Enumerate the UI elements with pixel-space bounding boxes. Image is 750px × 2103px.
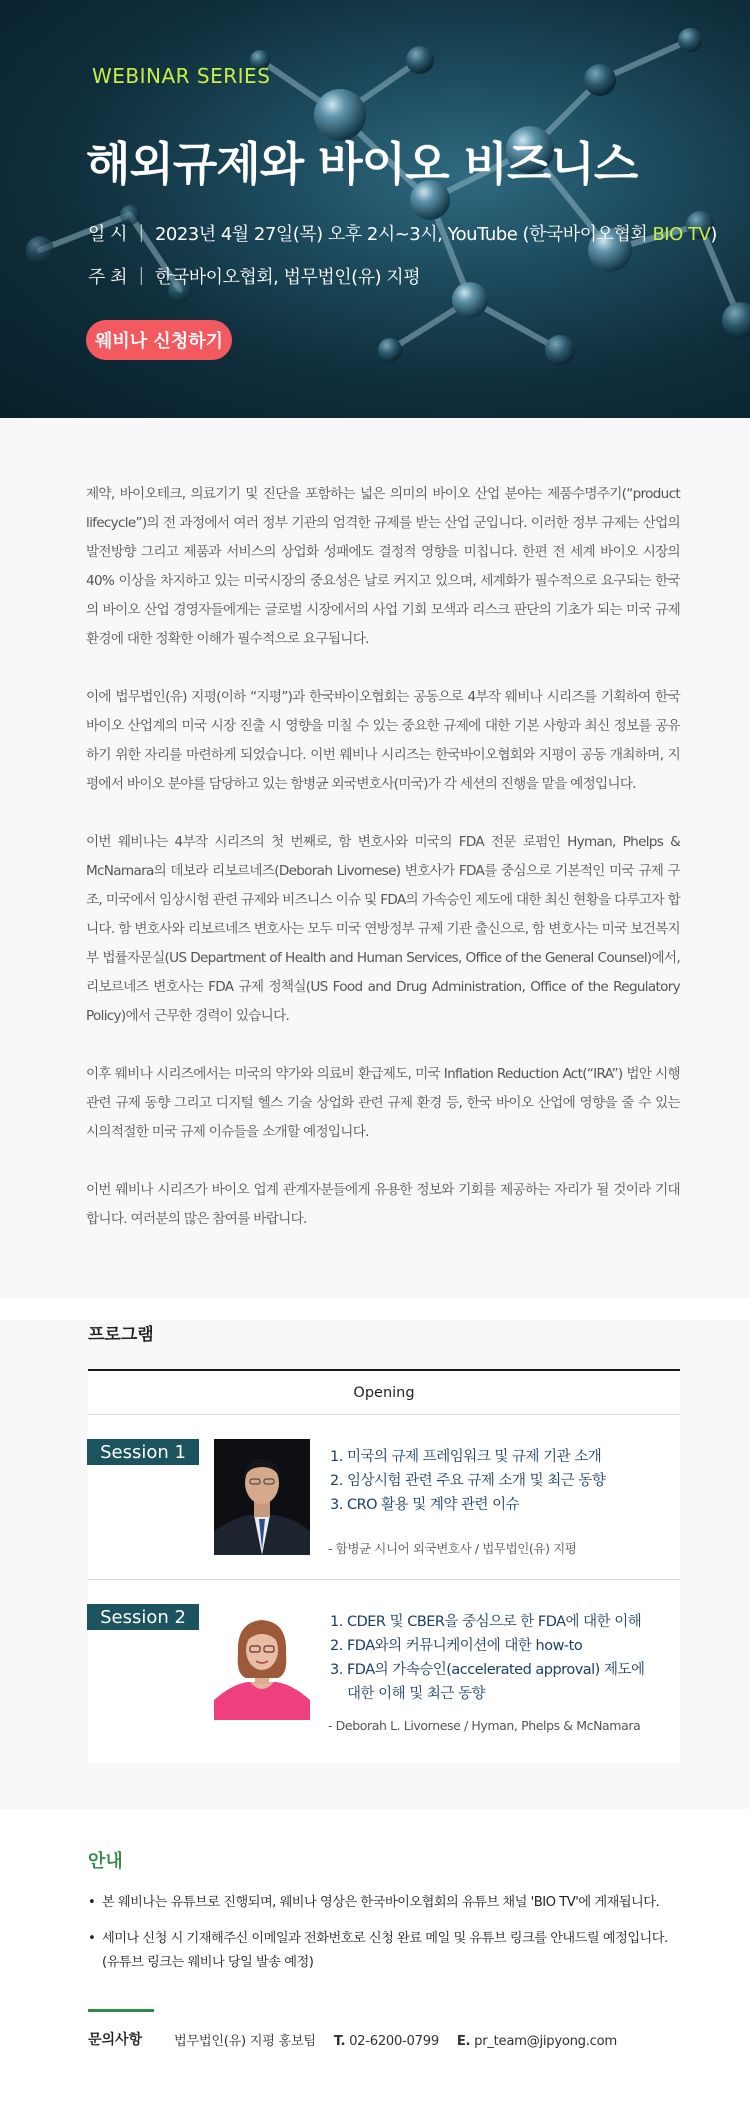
page-title: 해외규제와 바이오 비즈니스 — [86, 137, 638, 191]
program-table — [88, 1369, 680, 1763]
program-section — [0, 1320, 750, 1809]
intro-paragraph-4: 이후 웨비나 시리즈에서는 미국의 약가와 의료비 환급제도, 미국 Inflation Reduction Act(“IRA”) 법안 시행 관련 규제 동향 그리고 디지털 헬스 기술 상업화 관련 규제 환경 등, 한국 바이오 산업에 영향을 줄 수 있는 시의적절한 미국 규제 이슈들을 소개할 예정입니다. — [86, 1066, 680, 1140]
session-2-topic-1: 1. CDER 및 CBER을 중심으로 한 FDA에 대한 이해 — [330, 1614, 642, 1630]
contact-email-label: E. — [456, 2034, 471, 2049]
session-2-row — [88, 1580, 680, 1763]
speaker-2-photo — [214, 1604, 310, 1720]
session-1-topic-3: 3. CRO 활용 및 계약 관련 이슈 — [330, 1497, 520, 1513]
contact-label: 문의사항 — [88, 2032, 143, 2048]
session-1-topics — [330, 1445, 605, 1517]
notice-list — [88, 1891, 680, 1975]
notice-item-2: • 세미나 신청 시 기재해주신 이메일과 전화번호로 신청 완료 메일 및 유튜브 링크를 안내드릴 예정입니다. (유튜브 링크는 웨비나 당일 발송 예정) — [88, 1927, 680, 1975]
event-host-line: 주 최 ｜ 한국바이오협회, 법무법인(유) 지평 — [88, 267, 421, 288]
session-2-topics — [330, 1610, 644, 1706]
session-1-badge: Session 1 — [87, 1439, 199, 1465]
intro-section — [0, 418, 750, 1298]
hero-banner — [0, 0, 750, 418]
speaker-1-photo — [214, 1439, 310, 1555]
session-1-row — [88, 1415, 680, 1580]
notice-item-1: • 본 웨비나는 유튜브로 진행되며, 웨비나 영상은 한국바이오협회의 유튜브 채널 'BIO TV'에 게재됩니다. — [88, 1891, 680, 1915]
session-2-badge: Session 2 — [87, 1604, 199, 1630]
event-date-line — [88, 220, 717, 246]
opening-row: Opening — [88, 1371, 680, 1415]
program-container — [88, 1320, 680, 1763]
notice-section — [0, 1809, 750, 1975]
contact-org: 법무법인(유) 지평 홍보팀 — [174, 2034, 316, 2049]
intro-paragraph-2: 이에 법무법인(유) 지평(이하 “지평”)과 한국바이오협회는 공동으로 4부작 웨비나 시리즈를 기획하여 한국 바이오 산업계의 미국 시장 진출 시 영향을 미칠 수 있는 중요한 규제에 대한 기본 사항과 최신 정보를 공유하기 위한 자리를 마련하게 되었습니다. 이번 웨비나 시리즈는 한국바이오협회와 지평이 공동 개최하며, 지평에서 바이오 분야를 담당하고 있는 함병균 외국변호사(미국)가 각 세션의 진행을 맡을 예정입니다. — [86, 689, 680, 792]
session-1-topic-1: 1. 미국의 규제 프레임워크 및 규제 기관 소개 — [330, 1449, 602, 1465]
notice-heading: 안내 — [88, 1851, 123, 1872]
contact-email-link[interactable]: pr_team@jipyong.com — [474, 2034, 617, 2049]
session-1-speaker: - 함병균 시니어 외국변호사 / 법무법인(유) 지평 — [328, 1541, 577, 1556]
session-2-topic-3: 3. FDA의 가속승인(accelerated approval) 제도에 대한 이해 및 최근 동향 — [330, 1662, 645, 1702]
webinar-register-button[interactable]: 웨비나 신청하기 — [86, 320, 232, 360]
program-heading: 프로그램 — [88, 1325, 154, 1345]
session-2-speaker: - Deborah L. Livornese / Hyman, Phelps & McNamara — [328, 1718, 641, 1733]
intro-paragraph-5: 이번 웨비나 시리즈가 바이오 업계 관계자분들에게 유용한 정보와 기회를 제공하는 자리가 될 것이라 기대합니다. 여러분의 많은 참여를 바랍니다. — [86, 1182, 680, 1227]
contact-accent-bar — [88, 2009, 154, 2012]
contact-tel-label: T. — [333, 2034, 346, 2049]
webinar-series-label: WEBINAR SERIES — [92, 64, 271, 88]
intro-paragraph-3: 이번 웨비나는 4부작 시리즈의 첫 번째로, 함 변호사와 미국의 FDA 전문 로펌인 Hyman, Phelps & McNamara의 데보라 리보르네즈(Deborah Livornese) 변호사가 FDA를 중심으로 기본적인 미국 규제 구조, 미국에서 임상시험 관련 규제와 비즈니스 이슈 및 FDA의 가속승인 제도에 대한 최신 현황을 다루고자 합니다. 함 변호사와 리보르네즈 변호사는 모두 미국 연방정부 규제 기관 출신으로, 함 변호사는 미국 보건복지부 법률자문실(US Department of Health and Human Services, Office of the General Counsel)에서, 리보르네즈 변호사는 FDA 규제 정책실(US Food and Drug Administration, Office of the Regulatory Policy)에서 근무한 경력이 있습니다. — [86, 834, 680, 1024]
session-1-topic-2: 2. 임상시험 관련 주요 규제 소개 및 최근 동향 — [330, 1473, 606, 1489]
event-date-suffix: ) — [710, 224, 717, 245]
bio-tv-highlight: BIO TV — [652, 224, 711, 245]
contact-phone[interactable]: 02-6200-0799 — [349, 2034, 439, 2049]
session-2-topic-2: 2. FDA와의 커뮤니케이션에 대한 how-to — [330, 1638, 583, 1654]
contact-section — [88, 2003, 750, 2077]
event-date-text: 일 시 ｜ 2023년 4월 27일(목) 오후 2시~3시, YouTube (한국바이오협회 — [88, 224, 653, 245]
contact-detail — [174, 2030, 617, 2049]
intro-paragraph-1: 제약, 바이오테크, 의료기기 및 진단을 포함하는 넓은 의미의 바이오 산업 분야는 제품수명주기(“product lifecycle”)의 전 과정에서 여러 정부 기관의 엄격한 규제를 받는 산업 군입니다. 이러한 정부 규제는 산업의 발전방향 그리고 제품과 서비스의 상업화 성패에도 결정적 영향을 미칩니다. 한편 전 세계 바이오 시장의 40% 이상을 차지하고 있는 미국시장의 중요성은 날로 커지고 있으며, 세계화가 필수적으로 요구되는 한국의 바이오 산업 경영자들에게는 글로벌 시장에서의 사업 기회 모색과 리스크 판단의 기초가 되는 미국 규제 환경에 대한 정확한 이해가 필수적으로 요구됩니다. — [86, 486, 680, 647]
